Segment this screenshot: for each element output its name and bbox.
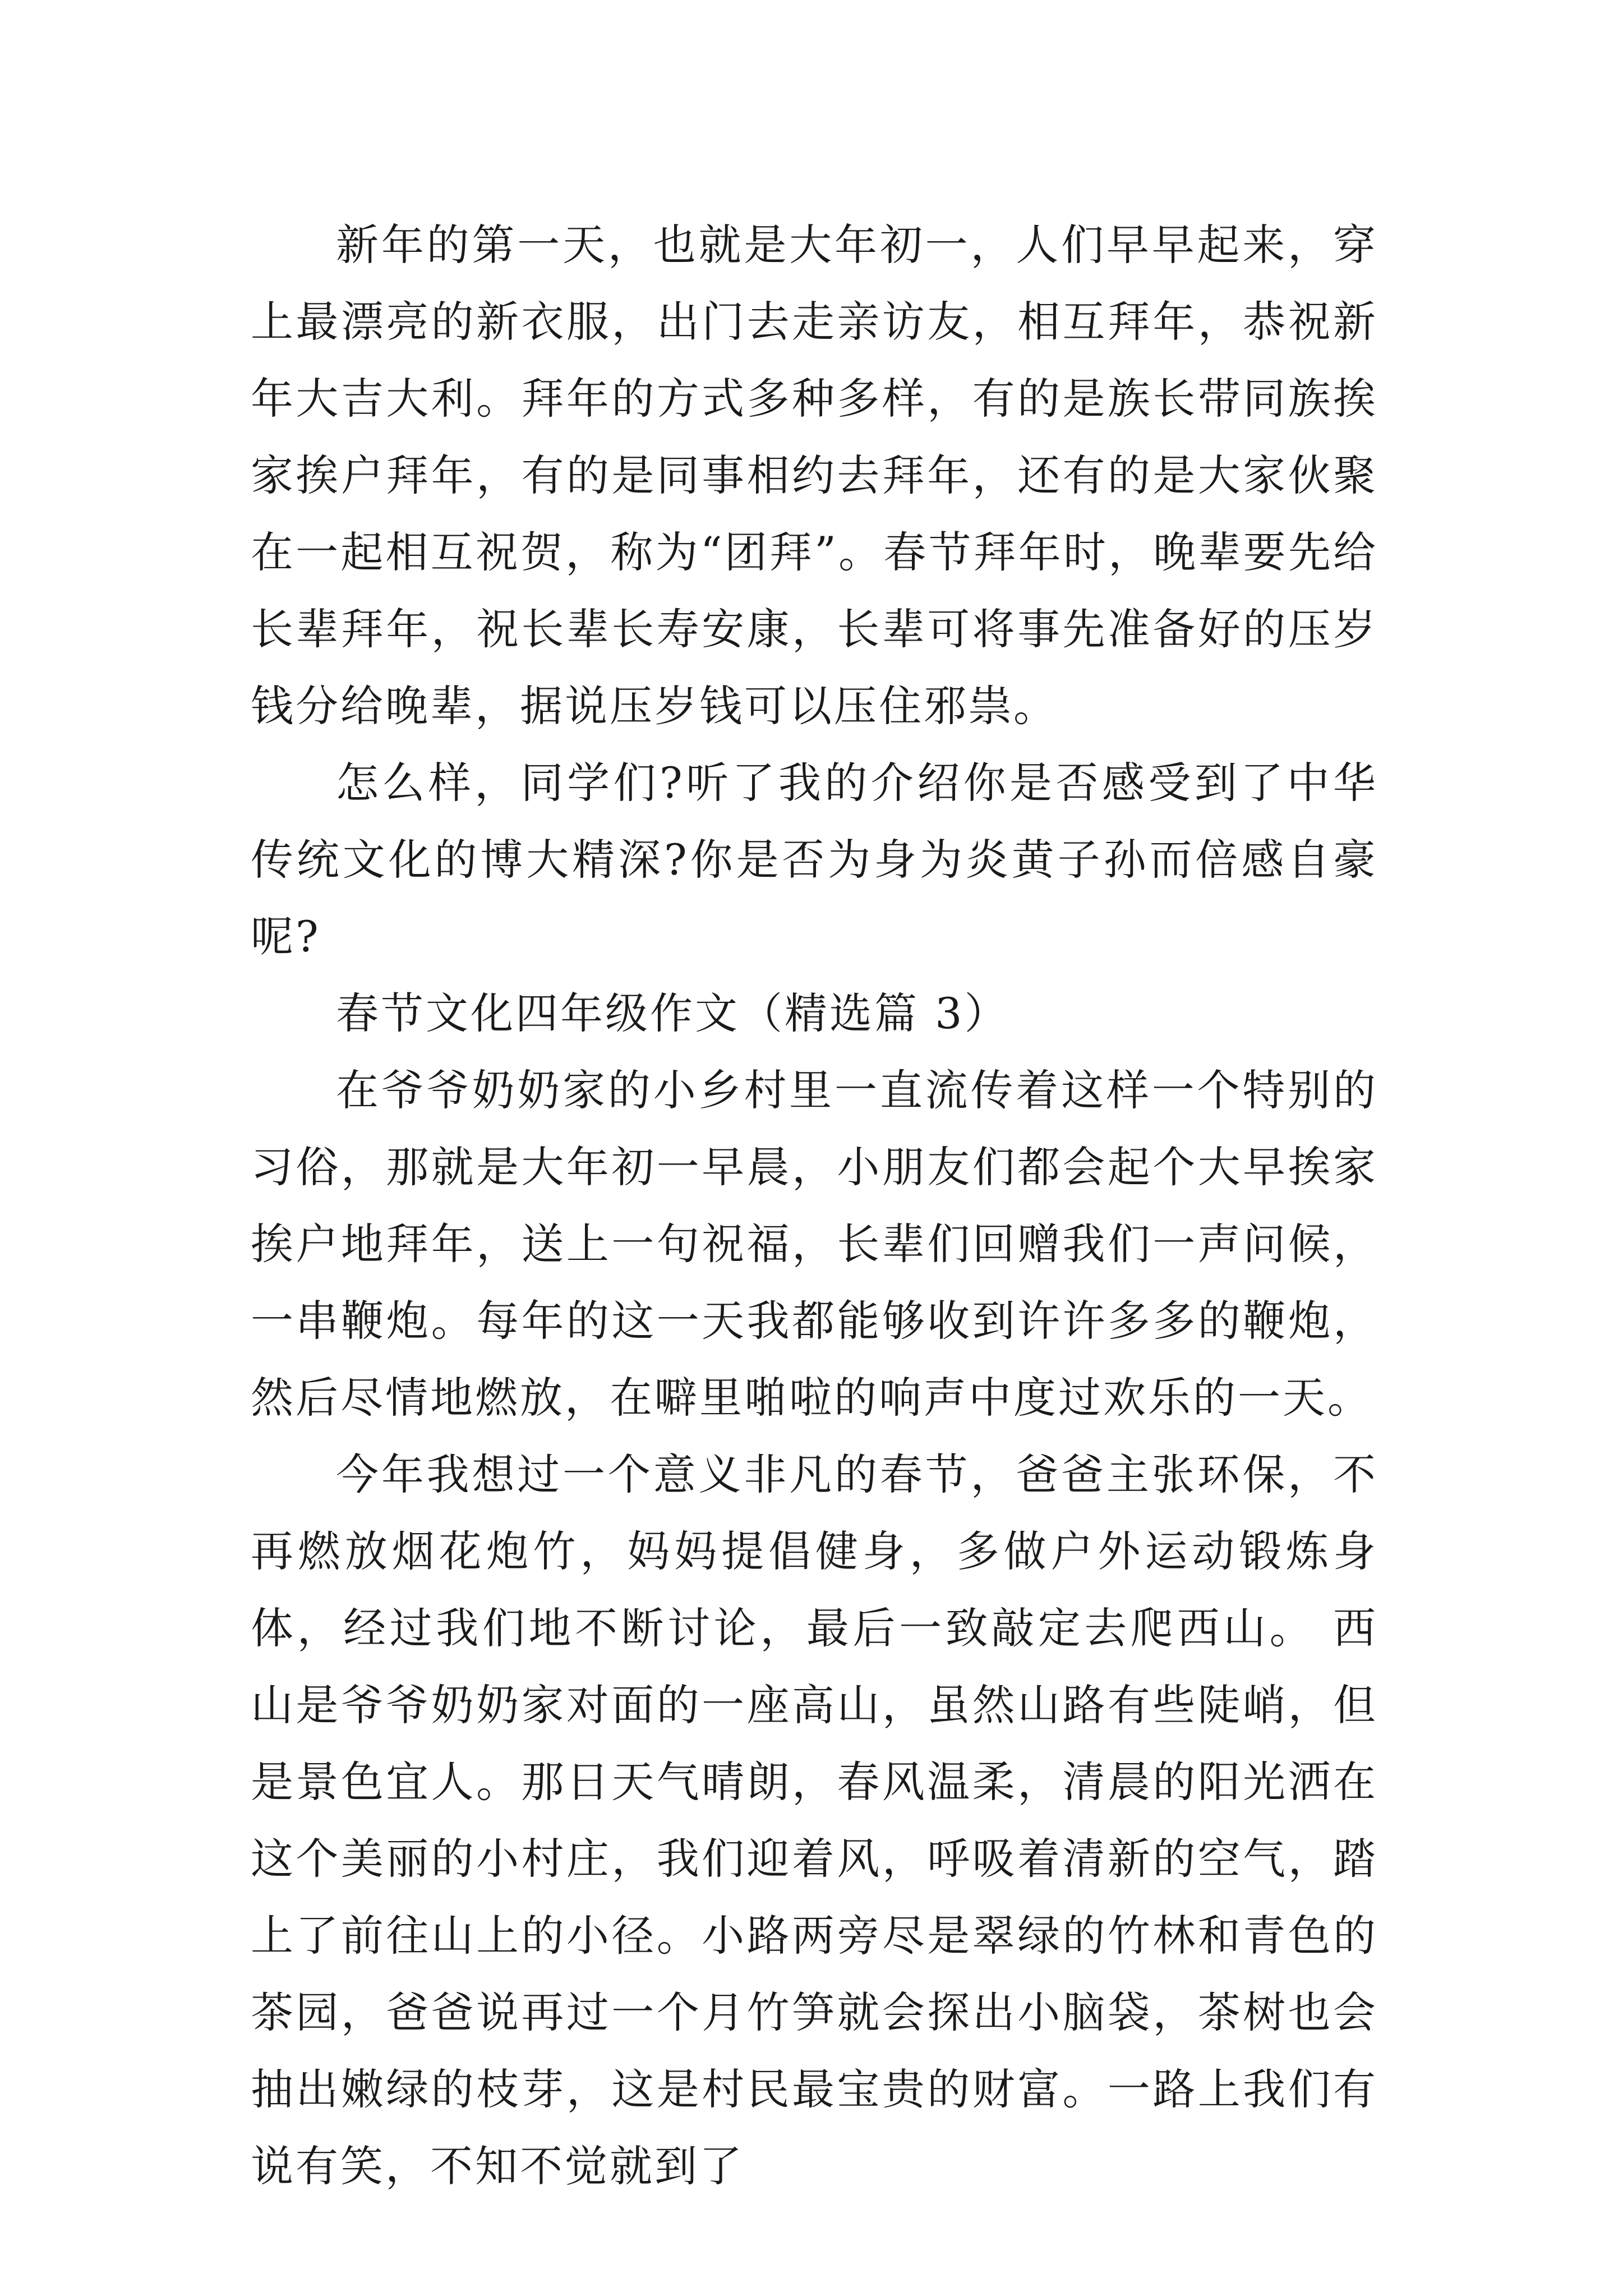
paragraph-new-year-greetings: 新年的第一天，也就是大年初一，人们早早起来，穿上最漂亮的新衣服，出门去走亲访友，相互拜年，恭祝新年大吉大利。拜年的方式多种多样，有的是族长带同族挨家挨户拜年，有的是同事相约去拜年，还有的是大家伙聚在一起相互祝贺，称为“团拜”。春节拜年时，晚辈要先给长辈拜年，祝长辈长寿安康，长辈可将事先准备好的压岁钱分给晚辈，据说压岁钱可以压住邪祟。 xyxy=(251,220,1378,731)
section-heading: 春节文化四年级作文（精选篇 3） xyxy=(336,988,1009,1038)
paragraph-climbing-west-mountain: 今年我想过一个意义非凡的春节，爸爸主张环保，不再燃放烟花炮竹，妈妈提倡健身，多做户外运动锻炼身体，经过我们地不断讨论，最后一致敲定去爬西山。 西山是爷爷奶奶家对面的一座高山，虽然山路有些陡峭，但是景色宜人。那日天气晴朗，春风温柔，清晨的阳光洒在这个美丽的小村庄，我们迎着风，呼吸着清新的空气，踏上了前往山上的小径。小路两旁尽是翠绿的竹林和青色的茶园，爸爸说再过一个月竹笋就会探出小脑袋，茶树也会抽出嫩绿的枝芽，这是村民最宝贵的财富。一路上我们有说有笑，不知不觉就到了 xyxy=(251,1450,1378,2191)
paragraph-closing-question: 怎么样，同学们?听了我的介绍你是否感受到了中华传统文化的博大精深?你是否为身为炎黄子孙而倍感自豪呢? xyxy=(251,758,1378,961)
paragraph-village-custom: 在爷爷奶奶家的小乡村里一直流传着这样一个特别的习俗，那就是大年初一早晨，小朋友们都会起个大早挨家挨户地拜年，送上一句祝福，长辈们回赠我们一声问候，一串鞭炮。每年的这一天我都能够收到许许多多的鞭炮，然后尽情地燃放，在噼里啪啦的响声中度过欢乐的一天。 xyxy=(251,1065,1378,1423)
document-body xyxy=(251,206,1378,2205)
